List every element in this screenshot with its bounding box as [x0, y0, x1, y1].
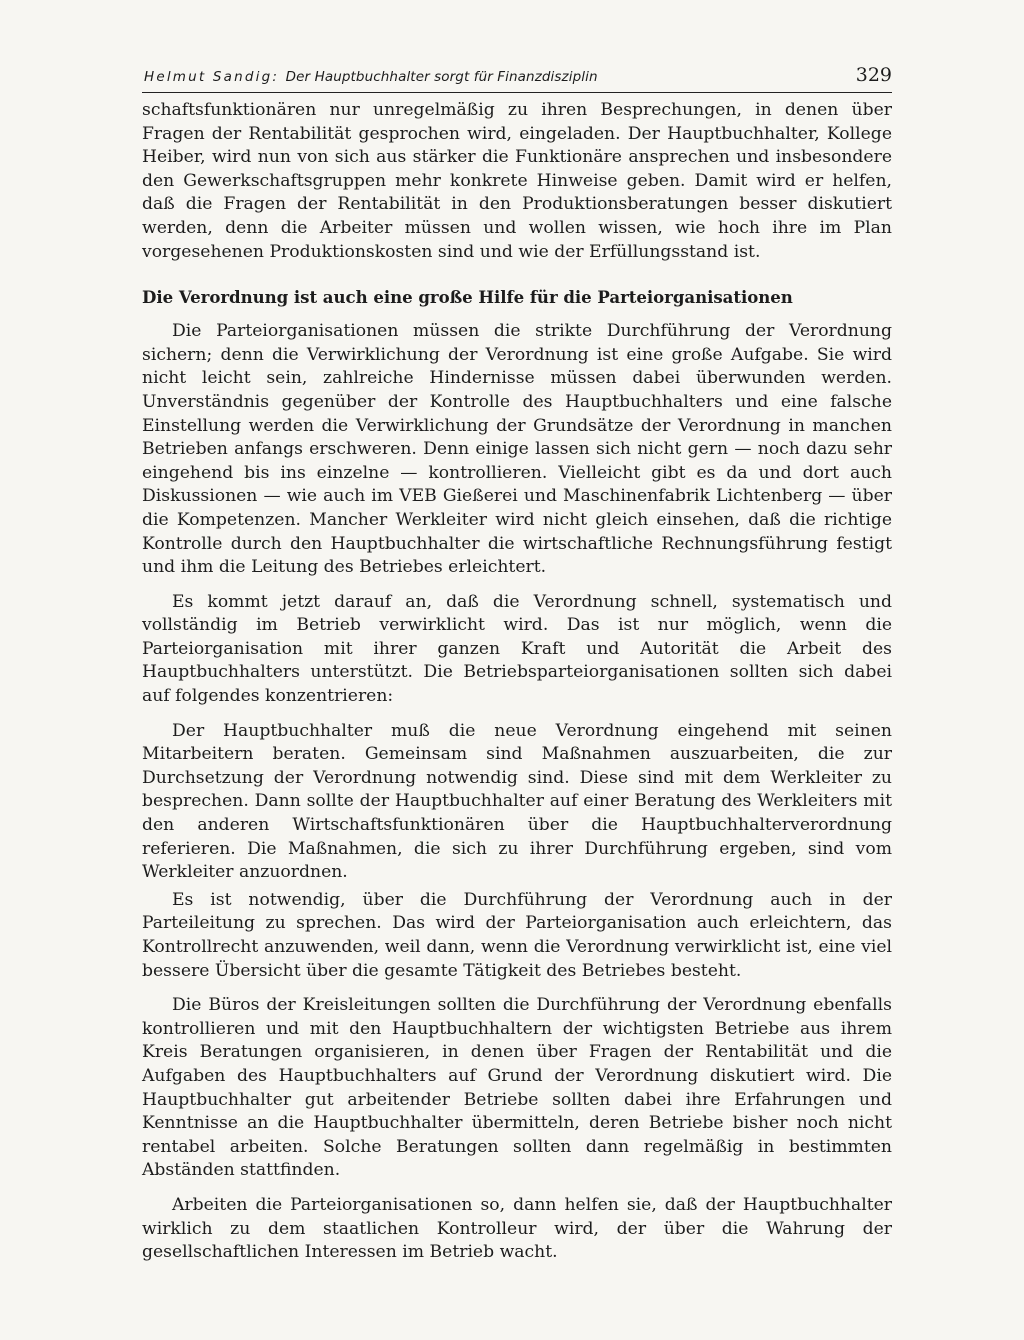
paragraph: Die Büros der Kreisleitungen sollten die Durchführung der Verordnung ebenfalls kontrollieren und mit den Hauptbuchhaltern der wichtigsten Betriebe aus ihrem Kreis Beratungen organisieren, in denen über Fragen der Rentabilität und die Aufgaben des Hauptbuchhalters auf Grund der Verordnung diskutiert wird. Die Hauptbuchhalter gut arbeitender Betriebe sollten dabei ihre Erfahrungen und Kenntnisse an die Hauptbuchhalter übermitteln, deren Betriebe bisher noch nicht rentabel arbeiten. Solche Beratungen sollten dann regelmäßig in bestimmten Abständen stattfinden. [142, 995, 892, 1181]
running-head-text [144, 69, 598, 85]
running-head-author: Helmut Sandig: [144, 69, 280, 85]
paragraph: Es kommt jetzt darauf an, daß die Verordnung schnell, systematisch und vollständig im Betrieb verwirklicht wird. Das ist nur möglich, wenn die Parteiorganisation mit ihrer ganzen Kraft und Autorität die Arbeit des Hauptbuchhalters unterstützt. Die Betriebsparteiorganisationen sollten sich dabei auf folgendes konzentrieren: [142, 591, 892, 707]
paragraph-intro: schaftsfunktionären nur unregelmäßig zu ihren Besprechungen, in denen über Fragen der Rentabilität gesprochen wird, eingeladen. Der Hauptbuchhalter, Kollege Heiber, wird nun von sich aus stärker die Funktionäre ansprechen und insbesondere den Gewerkschaftsgruppen mehr konkrete Hinweise geben. Damit wird er helfen, daß die Fragen der Rentabilität in den Produktionsberatungen besser diskutiert werden, denn die Arbeiter müssen und wollen wissen, wie hoch ihre im Plan vorgesehenen Produktionskosten sind und wie der Erfüllungsstand ist. [142, 100, 892, 262]
page-number: 329 [855, 64, 892, 86]
paragraph: Arbeiten die Parteiorganisationen so, dann helfen sie, daß der Hauptbuchhalter wirklich zu dem staatlichen Kontrolleur wird, der über die Wahrung der gesellschaftlichen Interessen im Betrieb wacht. [142, 1194, 892, 1263]
paragraph: Die Parteiorganisationen müssen die strikte Durchführung der Verordnung sichern; denn die Verwirklichung der Verordnung ist eine große Aufgabe. Sie wird nicht leicht sein, zahlreiche Hindernisse müssen dabei überwunden werden. Unverständnis gegenüber der Kontrolle des Hauptbuchhalters und eine falsche Einstellung werden die Verwirklichung der Grundsätze der Verordnung in manchen Betrieben anfangs erschweren. Denn einige lassen sich nicht gern — noch dazu sehr eingehend bis ins einzelne — kontrollieren. Vielleicht gibt es da und dort auch Diskussionen — wie auch im VEB Gießerei und Maschinenfabrik Lichtenberg — über die Kompetenzen. Mancher Werkleiter wird nicht gleich einsehen, daß die richtige Kontrolle durch den Hauptbuchhalter die wirtschaftliche Rechnungsführung festigt und ihm die Leitung des Betriebes erleichtert. [142, 321, 892, 578]
running-head-title: Der Hauptbuchhalter sorgt für Finanzdisziplin [285, 69, 598, 85]
document-page [142, 60, 892, 1265]
section-heading: Die Verordnung ist auch eine große Hilfe für die Parteiorganisationen [142, 287, 793, 308]
paragraph: Der Hauptbuchhalter muß die neue Verordnung eingehend mit seinen Mitarbeitern beraten. Gemeinsam sind Maßnahmen auszuarbeiten, die zur Durchsetzung der Verordnung notwendig sind. Diese sind mit dem Werkleiter zu besprechen. Dann sollte der Hauptbuchhalter auf einer Beratung des Werkleiters mit den anderen Wirtschaftsfunktionären über die Hauptbuchhalterverordnung referieren. Die Maßnahmen, die sich zu ihrer Durchführung ergeben, sind vom Werkleiter anzuordnen. [142, 720, 892, 883]
running-head [142, 60, 892, 93]
article-body [142, 99, 892, 1265]
paragraph: Es ist notwendig, über die Durchführung der Verordnung auch in der Parteileitung zu sprechen. Das wird der Parteiorganisation auch erleichtern, das Kontrollrecht anzuwenden, weil dann, wenn die Verordnung verwirklicht ist, eine viel bessere Übersicht über die gesamte Tätigkeit des Betriebes besteht. [142, 889, 892, 981]
